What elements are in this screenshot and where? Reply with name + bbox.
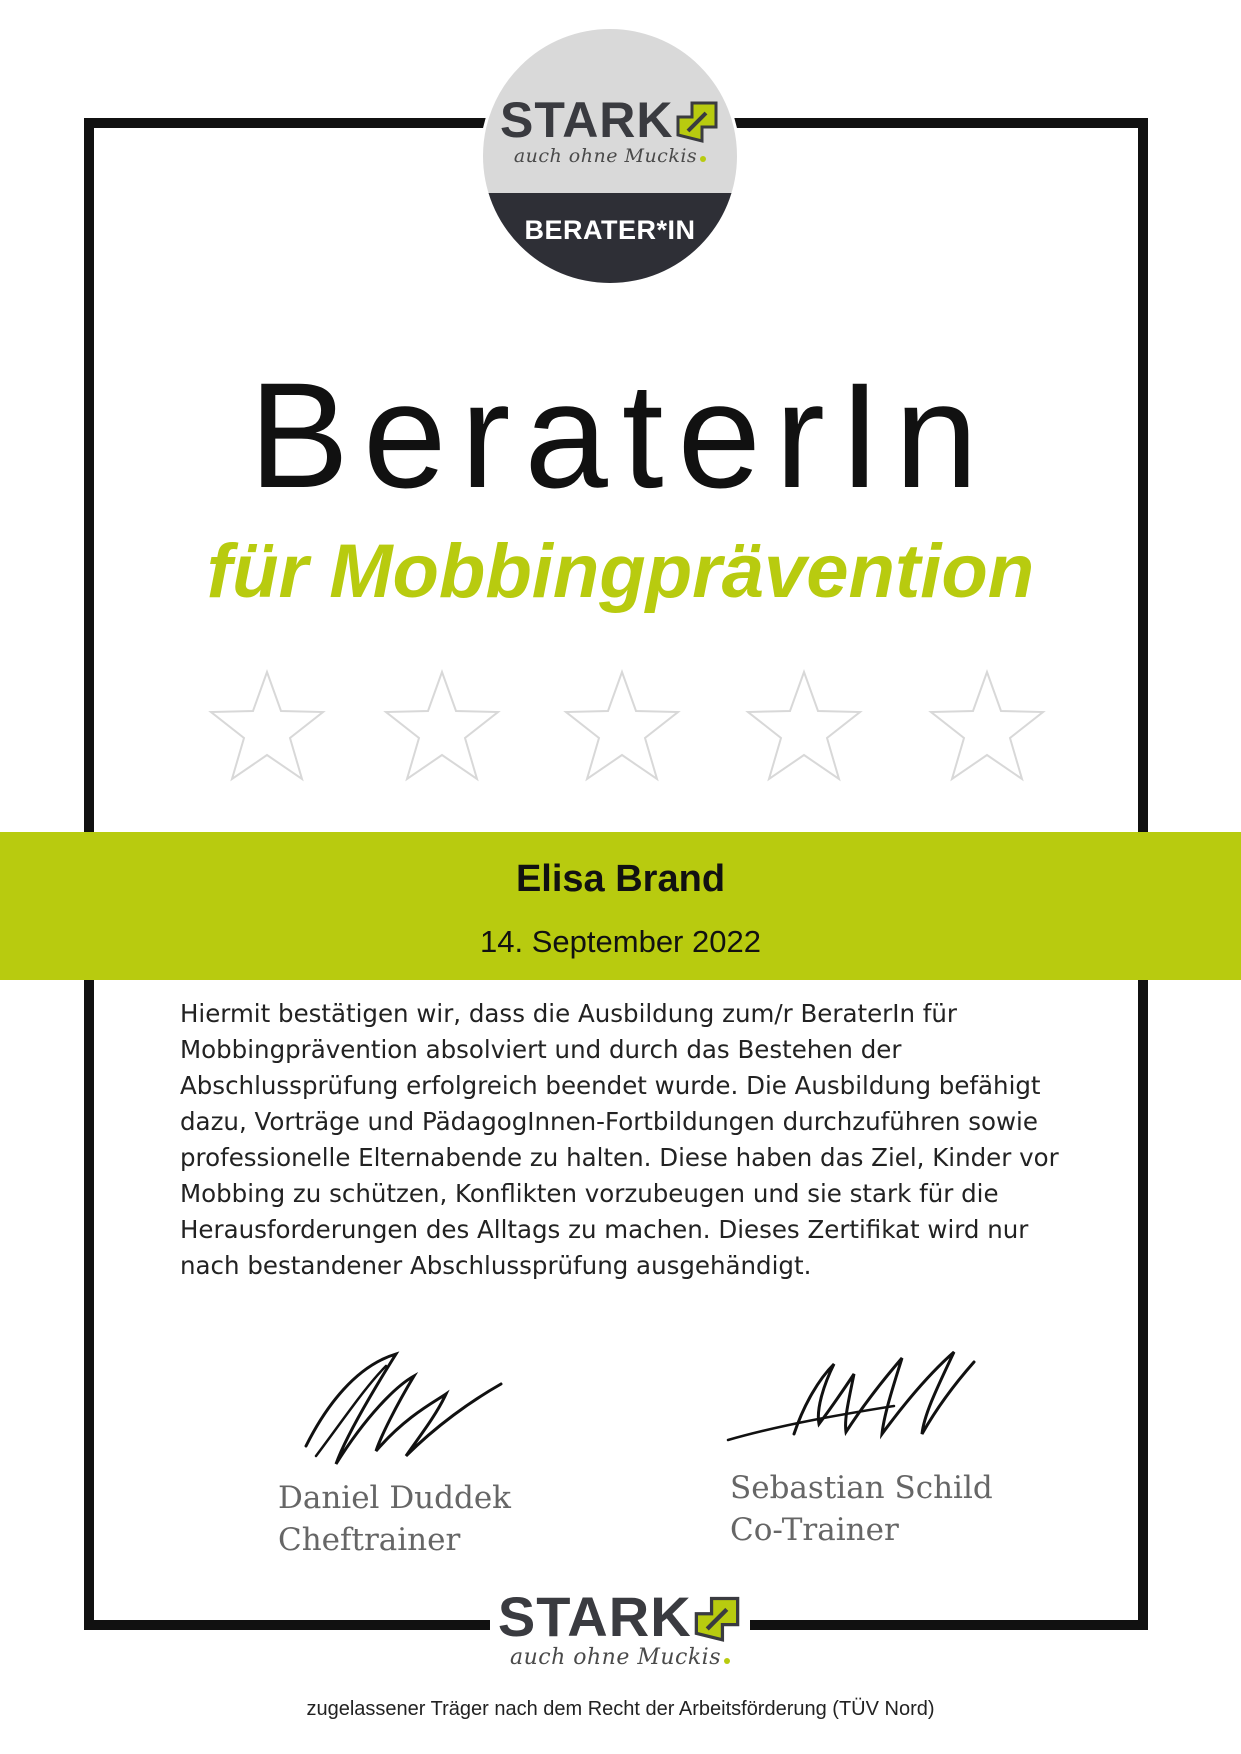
badge-brand: STARK [500, 92, 674, 148]
badge-logo [483, 91, 737, 167]
logo-dot [724, 1658, 730, 1664]
star-icon [744, 668, 864, 783]
footer-note: zugelassener Träger nach dem Recht der Arbeitsförderung (TÜV Nord) [306, 1698, 935, 1720]
badge-role-band [483, 193, 737, 283]
signer-1-role: Cheftrainer [278, 1522, 461, 1558]
signature-daniel-duddek [296, 1346, 506, 1471]
logo-dot [700, 156, 706, 162]
recipient-band [0, 832, 1241, 980]
signature-sebastian-schild [724, 1344, 979, 1449]
certificate-body: Hiermit bestätigen wir, dass die Ausbildung zum/r BeraterIn für Mobbingprävention absolviert und durch das Bestehen der Abschlussprüfung erfolgreich beendet wurde. Die Ausbildung befähigt dazu, Vorträge und PädagogInnen-Fortbildungen durchzuführen sowie professionelle Elternabende zu halten. Diese haben das Ziel, Kinder vor Mobbing zu schützen, Konflikten vorzubeugen und sie stark für die Herausforderungen des Alltags zu machen. Dieses Zertifikat wird nur nach bestandener Abschlussprüfung ausgehändigt. [180, 999, 1059, 1280]
star-icon [562, 668, 682, 783]
star-icon [382, 668, 502, 783]
certificate-subtitle: für Mobbingprävention [206, 529, 1035, 614]
recipient-name: Elisa Brand [515, 858, 726, 900]
arrow-icon [674, 97, 720, 143]
role-badge [480, 26, 740, 286]
star-icon [207, 668, 327, 783]
rating-stars [207, 668, 1057, 783]
footer-brand: STARK [497, 1585, 692, 1648]
footer-logo [490, 1586, 750, 1670]
arrow-icon [692, 1592, 742, 1642]
signer-1-name: Daniel Duddek [278, 1480, 511, 1516]
badge-role: BERATER*IN [524, 215, 696, 245]
signer-2-role: Co-Trainer [730, 1512, 899, 1548]
badge-tagline: auch ohne Muckis [513, 145, 698, 167]
certificate-title: BeraterIn [249, 351, 992, 519]
star-icon [927, 668, 1047, 783]
certificate-date: 14. September 2022 [480, 924, 761, 959]
signer-2-name: Sebastian Schild [730, 1470, 993, 1506]
footer-tagline: auch ohne Muckis [509, 1645, 722, 1670]
